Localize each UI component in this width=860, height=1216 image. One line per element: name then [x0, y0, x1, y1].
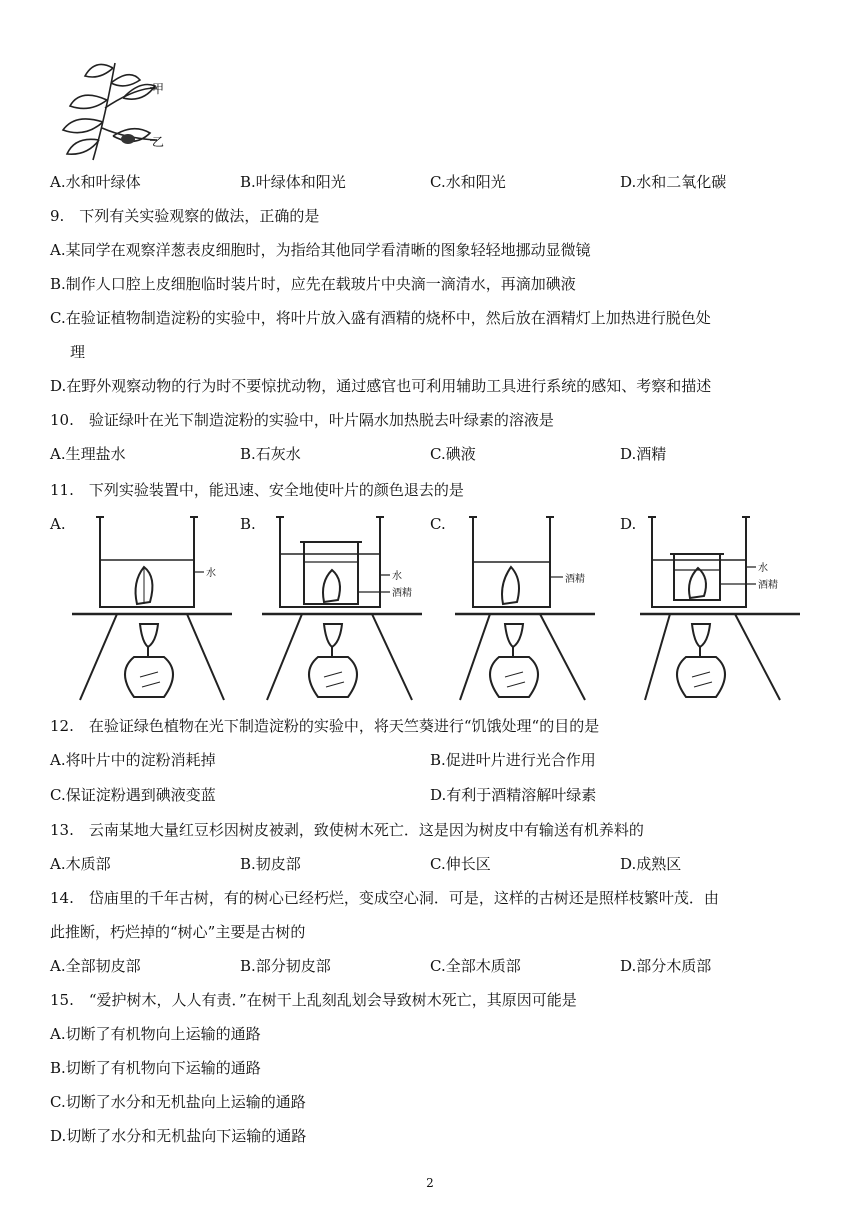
q14-option-d: D.部分木质部: [620, 957, 712, 975]
q8-option-d: D.水和二氧化碳: [620, 173, 727, 191]
apparatus-d: [640, 512, 800, 702]
q13-option-a: A.木质部: [50, 855, 111, 873]
q14-option-b: B.部分韧皮部: [240, 957, 331, 975]
q15-stem: 15. “爱护树木，人人有责．”在树干上乱刻乱划会导致树木死亡，其原因可能是: [50, 991, 577, 1009]
page-number: 2: [426, 1176, 434, 1190]
apparatus-d-label-2: 酒精: [758, 580, 778, 591]
q15-option-a: A.切断了有机物向上运输的通路: [50, 1025, 261, 1043]
q13-option-d: D.成熟区: [620, 855, 682, 873]
q9-option-d: D.在野外观察动物的行为时不要惊扰动物，通过感官也可利用辅助工具进行系统的感知、考察和描述: [50, 377, 712, 395]
q11-option-c-label: C.: [430, 515, 446, 533]
q8-option-c: C.水和阳光: [430, 173, 506, 191]
q10-stem: 10. 验证绿叶在光下制造淀粉的实验中，叶片隔水加热脱去叶绿素的溶液是: [50, 411, 554, 429]
q9-option-c: C.在验证植物制造淀粉的实验中，将叶片放入盛有酒精的烧杯中，然后放在酒精灯上加热进行脱色处: [50, 309, 711, 327]
apparatus-b: [262, 512, 422, 702]
apparatus-c-label-1: 酒精: [565, 574, 585, 585]
q15-option-b: B.切断了有机物向下运输的通路: [50, 1059, 261, 1077]
q12-option-c: C.保证淀粉遇到碘液变蓝: [50, 786, 216, 804]
apparatus-b-label-2: 酒精: [392, 588, 412, 599]
q14-option-a: A.全部韧皮部: [50, 957, 141, 975]
q12-option-b: B.促进叶片进行光合作用: [430, 751, 596, 769]
q12-option-a: A.将叶片中的淀粉消耗掉: [50, 751, 216, 769]
q10-option-b: B.石灰水: [240, 445, 301, 463]
q13-option-c: C.伸长区: [430, 855, 491, 873]
leaf-label-b: 乙: [152, 135, 165, 149]
apparatus-b-label-1: 水: [392, 571, 402, 582]
q14-option-c: C.全部木质部: [430, 957, 521, 975]
q10-option-c: C.碘液: [430, 445, 476, 463]
q11-stem: 11. 下列实验装置中，能迅速、安全地使叶片的颜色退去的是: [50, 481, 464, 499]
q12-option-d: D.有利于酒精溶解叶绿素: [430, 786, 597, 804]
q14-stem-line-1: 14. 岱庙里的千年古树，有的树心已经朽烂，变成空心洞．可是，这样的古树还是照样枝繁叶茂．由: [50, 889, 719, 907]
q13-stem: 13. 云南某地大量红豆杉因树皮被剥，致使树木死亡．这是因为树皮中有输送有机养料的: [50, 821, 644, 839]
q12-stem: 12. 在验证绿色植物在光下制造淀粉的实验中，将天竺葵进行“饥饿处理“的目的是: [50, 717, 600, 735]
q9-stem: 9. 下列有关实验观察的做法，正确的是: [50, 207, 320, 225]
leaf-branch-figure: [55, 58, 170, 163]
leaf-label-a: 甲: [152, 82, 165, 96]
q9-option-c-continued: 理: [70, 343, 86, 361]
q8-option-b: B.叶绿体和阳光: [240, 173, 346, 191]
q9-option-a: A.某同学在观察洋葱表皮细胞时，为指给其他同学看清晰的图象轻轻地挪动显微镜: [50, 241, 591, 259]
q14-stem-line-2: 此推断，朽烂掉的“树心”主要是古树的: [50, 923, 306, 941]
q11-option-b-label: B.: [240, 515, 256, 533]
q11-option-d-label: D.: [620, 515, 637, 533]
q10-option-a: A.生理盐水: [50, 445, 126, 463]
q8-option-a: A.水和叶绿体: [50, 173, 141, 191]
apparatus-c: [455, 512, 605, 702]
q15-option-d: D.切断了水分和无机盐向下运输的通路: [50, 1127, 307, 1145]
q10-option-d: D.酒精: [620, 445, 667, 463]
q15-option-c: C.切断了水分和无机盐向上运输的通路: [50, 1093, 306, 1111]
q9-option-b: B.制作人口腔上皮细胞临时装片时，应先在载玻片中央滴一滴清水，再滴加碘液: [50, 275, 576, 293]
apparatus-d-label-1: 水: [758, 563, 768, 574]
apparatus-a-label-1: 水: [206, 568, 216, 579]
apparatus-a: [72, 512, 232, 702]
q13-option-b: B.韧皮部: [240, 855, 301, 873]
q11-option-a-label: A.: [50, 515, 66, 533]
